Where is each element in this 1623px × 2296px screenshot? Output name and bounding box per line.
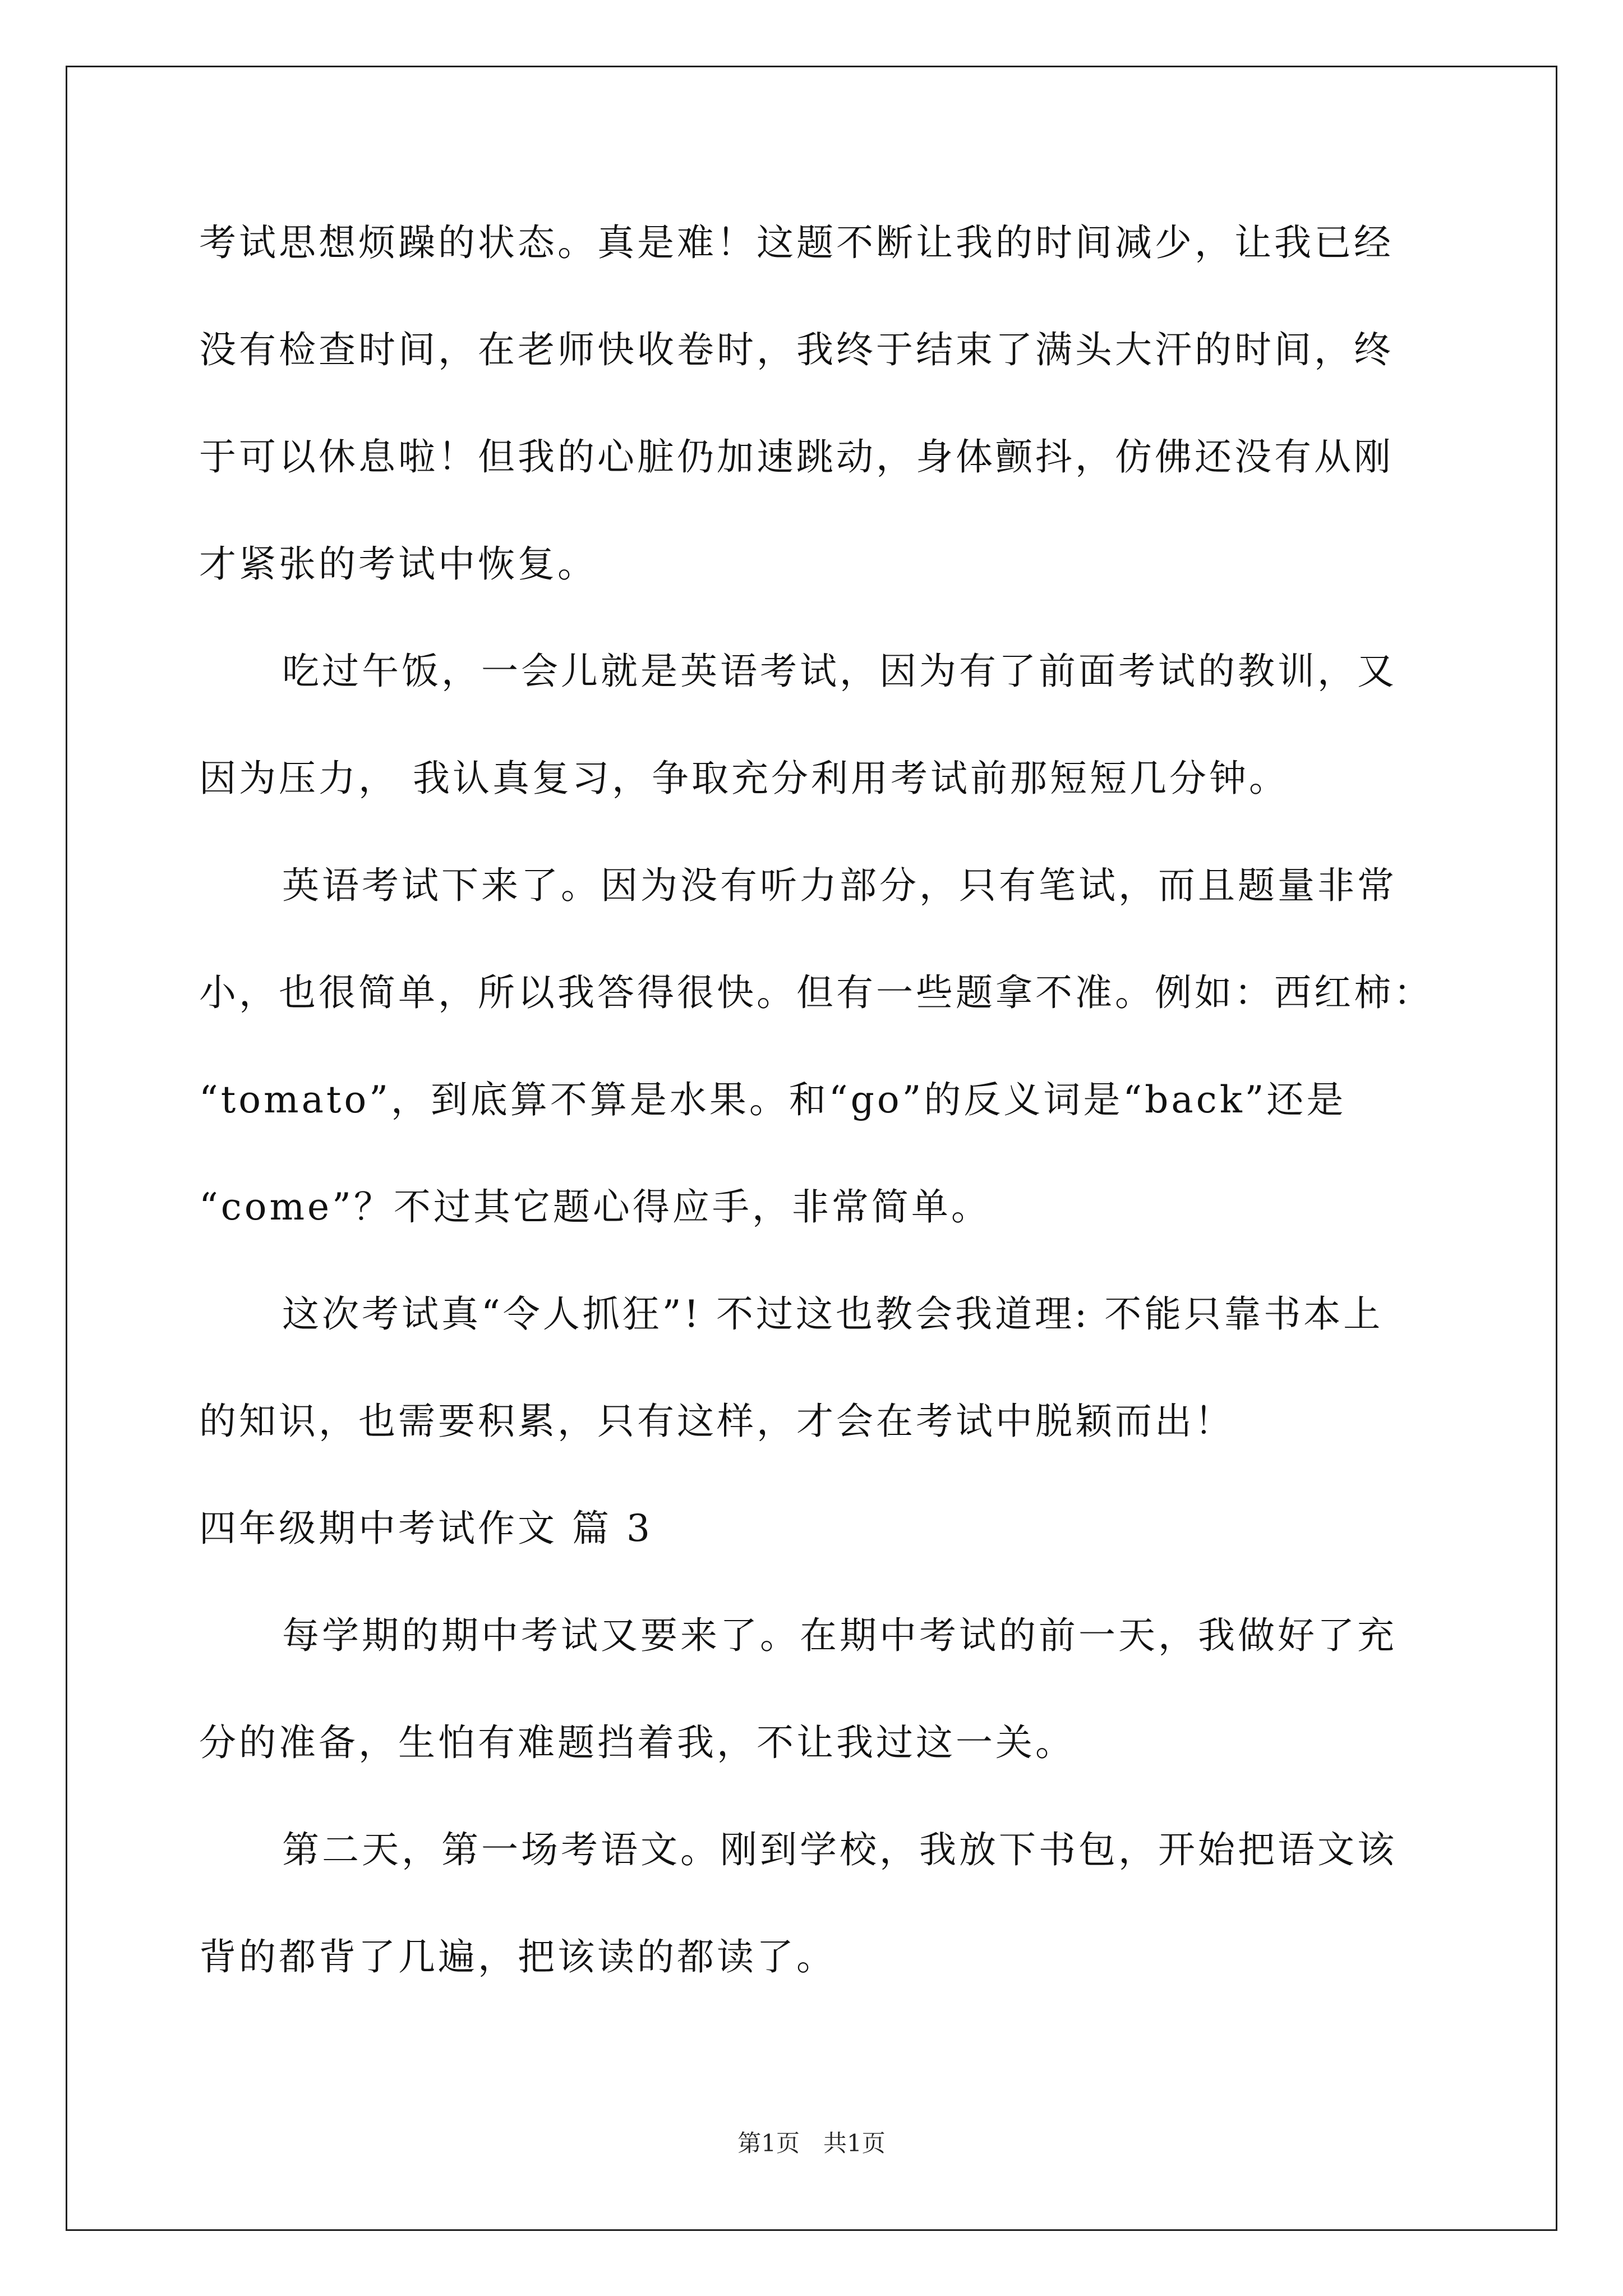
text-line: 因为压力， 我认真复习，争取充分利用考试前那短短几分钟。 bbox=[199, 757, 1289, 800]
text-line: 才紧张的考试中恢复。 bbox=[199, 542, 597, 586]
text-line: 的知识，也需要积累，只有这样，才会在考试中脱颖而出！ bbox=[199, 1400, 1234, 1443]
text-line: 小，也很简单，所以我答得很快。但有一些题拿不准。例如：西红柿： bbox=[199, 971, 1433, 1014]
text-line: 第二天，第一场考语文。刚到学校，我放下书包，开始把语文该 bbox=[282, 1828, 1397, 1871]
text-line: 背的都背了几遍，把该读的都读了。 bbox=[199, 1935, 836, 1978]
text-line: 这次考试真“令人抓狂”! 不过这也教会我道理: 不能只靠书本上 bbox=[282, 1292, 1384, 1336]
page-number-footer: 第1页 共1页 bbox=[737, 2129, 886, 2157]
text-line: 分的准备，生怕有难题挡着我，不让我过这一关。 bbox=[199, 1721, 1075, 1764]
text-line: 每学期的期中考试又要来了。在期中考试的前一天，我做好了充 bbox=[282, 1614, 1397, 1657]
document-body bbox=[199, 216, 1433, 1984]
text-line: 考试思想烦躁的状态。真是难！这题不断让我的时间减少，让我已经 bbox=[199, 221, 1394, 264]
text-line: 英语考试下来了。因为没有听力部分，只有笔试，而且题量非常 bbox=[282, 864, 1397, 907]
text-line: 于可以休息啦！但我的心脏仍加速跳动，身体颤抖，仿佛还没有从刚 bbox=[199, 435, 1394, 478]
text-line: “come”？不过其它题心得应手，非常简单。 bbox=[199, 1185, 991, 1228]
text-line: 吃过午饭，一会儿就是英语考试，因为有了前面考试的教训，又 bbox=[282, 650, 1397, 693]
section-heading: 四年级期中考试作文 篇 3 bbox=[199, 1507, 653, 1550]
text-line: 没有检查时间，在老师快收卷时，我终于结束了满头大汗的时间，终 bbox=[199, 328, 1394, 371]
text-line: “tomato”，到底算不算是水果。和“go”的反义词是“back”还是 bbox=[199, 1078, 1347, 1121]
